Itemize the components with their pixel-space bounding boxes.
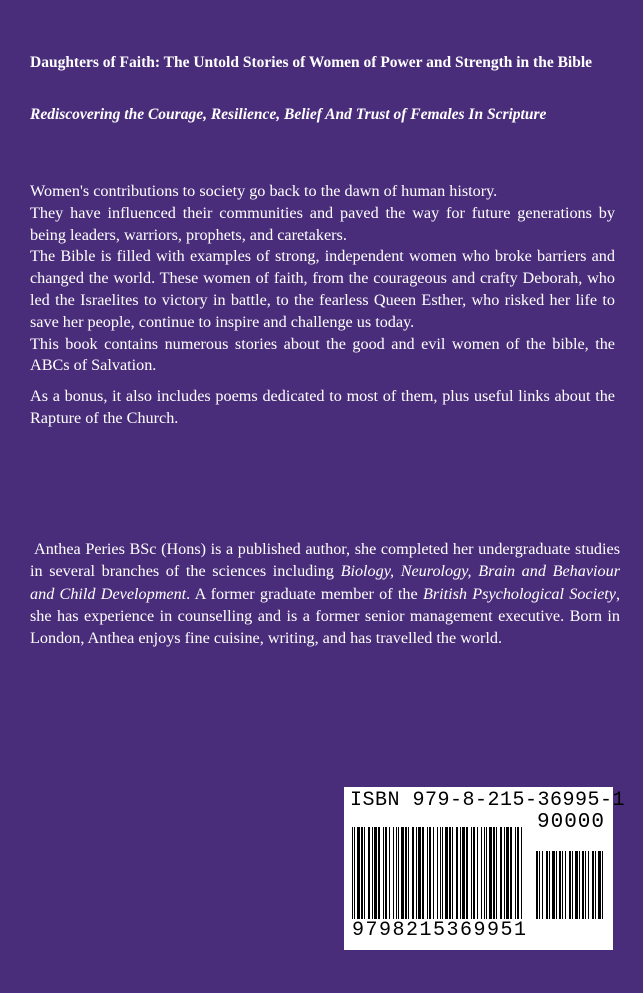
barcode-bar: [572, 851, 573, 919]
barcode-bar: [536, 851, 538, 919]
barcode-bar: [368, 827, 370, 919]
barcode-bar: [389, 827, 390, 919]
barcode-bar: [539, 851, 540, 919]
barcode-bar: [429, 827, 431, 919]
isbn-label: ISBN 979-8-215-36995-1: [350, 789, 626, 812]
barcode-bar: [588, 851, 589, 919]
barcode-bar: [352, 827, 353, 919]
barcode-bar: [445, 827, 448, 919]
blurb-paragraph: They have influenced their communities and paved the way for future generations by being leaders, warriors, prophets, and caretakers.: [30, 203, 615, 244]
barcode-bar: [405, 827, 407, 919]
barcode-bar: [471, 827, 472, 919]
barcode-bar: [521, 827, 522, 919]
ean-digits: 9798215369951: [352, 919, 528, 942]
barcode-bar: [385, 827, 387, 919]
barcode-bar: [398, 827, 399, 919]
author-bio: [30, 538, 620, 649]
barcode-bar: [559, 851, 561, 919]
barcode-bar: [562, 851, 563, 919]
barcode-bar: [361, 827, 363, 919]
barcode-bar: [565, 851, 566, 919]
bio-text: , she has experience in counselling and is a former senior management executive. Born in London, Anthea enjoys fine cuisine, writing, and has travelled the world.: [30, 584, 621, 648]
barcode-bar: [416, 827, 417, 919]
blurb-paragraph: This book contains numerous stories about the good and evil women of the bible, the ABCs of Salvation.: [30, 334, 615, 375]
book-blurb: [30, 181, 615, 430]
barcode-bar: [484, 827, 485, 919]
isbn-barcode: [344, 787, 626, 950]
barcode-bar: [477, 827, 478, 919]
barcode-bar: [585, 851, 586, 919]
barcode-bar: [412, 827, 414, 919]
barcode-bar: [427, 827, 428, 919]
barcode-bar: [401, 827, 404, 919]
blurb-paragraph: The Bible is filled with examples of strong, independent women who broke barriers and changed the world. These women of faith, from the courageous and crafty Deborah, who led the Israelites to victory in battle, to the fearless Queen Esther, who risked her life to save her people, continue to inspire and challenge us today.: [30, 247, 615, 331]
barcode-bar: [462, 827, 465, 919]
barcode-bar: [440, 827, 441, 919]
price-code: 90000: [536, 811, 605, 834]
barcode-bar: [542, 851, 543, 919]
barcode-bar: [602, 851, 603, 919]
barcode-bar: [598, 851, 601, 919]
barcode-bar: [489, 827, 492, 919]
barcode-bar: [595, 851, 596, 919]
barcode-bar: [500, 827, 502, 919]
barcode-bar: [383, 827, 384, 919]
barcode-bar: [408, 827, 409, 919]
bio-society: British Psychological Society: [422, 584, 616, 603]
barcode-bar: [504, 827, 505, 919]
blurb-paragraph: Women's contributions to society go back to the dawn of human history.: [30, 182, 498, 200]
barcode-bar: [364, 827, 365, 919]
bio-subjects: Biology, Neurology, Brain and Behaviour and Child Development: [30, 562, 620, 603]
barcode-bar: [473, 827, 475, 919]
barcode-bar: [456, 827, 458, 919]
bio-text: . A former graduate member of the: [186, 584, 423, 603]
barcode-bar: [422, 827, 424, 919]
barcode-bar: [433, 827, 434, 919]
barcode-bar: [452, 827, 453, 919]
barcode-bar: [393, 827, 394, 919]
barcode-bars: [350, 827, 608, 919]
barcode-bar: [592, 851, 594, 919]
barcode-bar: [549, 851, 550, 919]
barcode-bar: [506, 827, 509, 919]
barcode-bar: [418, 827, 421, 919]
barcode-bar: [378, 827, 380, 919]
barcode-bar: [546, 851, 548, 919]
barcode-bar: [374, 827, 377, 919]
blurb-paragraph: As a bonus, it also includes poems dedicated to most of them, plus useful links about the Rapture of the Church.: [30, 387, 615, 427]
barcode-bar: [357, 827, 360, 919]
barcode-bar: [437, 827, 438, 919]
barcode-bar: [510, 827, 512, 919]
barcode-bar: [582, 851, 584, 919]
barcode-bar: [449, 827, 451, 919]
barcode-bar: [575, 851, 578, 919]
barcode-bar: [579, 851, 580, 919]
barcode-bar: [493, 827, 495, 919]
book-title: Daughters of Faith: The Untold Stories of Women of Power and Strength in the Bible: [30, 54, 593, 71]
barcode-bar: [460, 827, 461, 919]
barcode-bar: [552, 851, 555, 919]
barcode-bar: [496, 827, 497, 919]
barcode-bar: [354, 827, 355, 919]
barcode-bar: [481, 827, 482, 919]
barcode-bar: [569, 851, 571, 919]
barcode-bar: [466, 827, 468, 919]
barcode-bar: [556, 851, 557, 919]
barcode-bar: [396, 827, 397, 919]
barcode-bar: [517, 827, 519, 919]
book-subtitle: Rediscovering the Courage, Resilience, Belief And Trust of Females In Scripture: [30, 106, 547, 123]
barcode-bar: [372, 827, 373, 919]
bio-text: Anthea Peries BSc (Hons) is a published author, she completed her undergraduate studies in several branches of the sciences including: [30, 540, 620, 581]
barcode-bar: [442, 827, 443, 919]
barcode-bar: [486, 827, 487, 919]
barcode-bar: [515, 827, 516, 919]
